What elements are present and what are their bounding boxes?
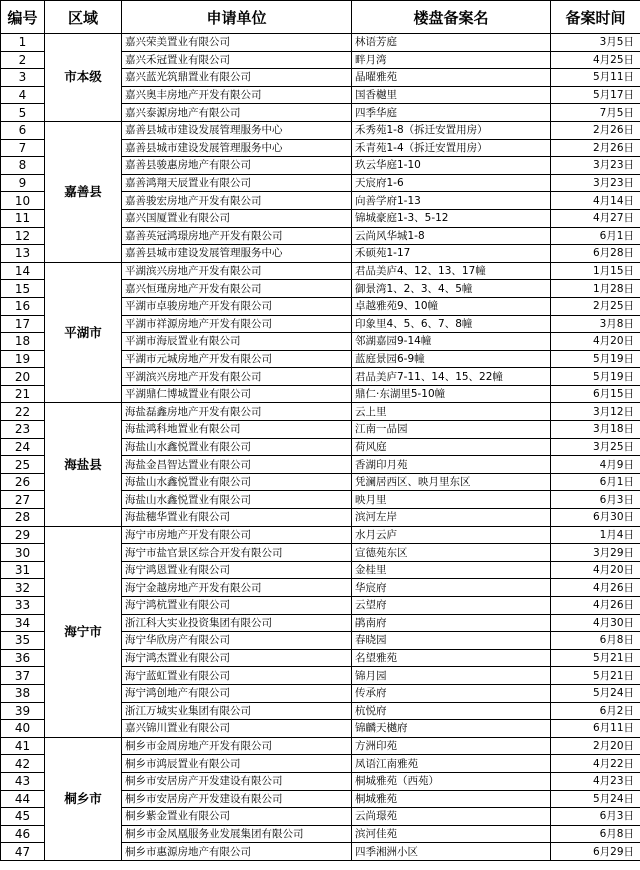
row-id-cell: 2 [1,51,45,69]
date-cell: 4月14日 [551,192,640,210]
date-cell: 4月30日 [551,614,640,632]
region-cell: 海盐县 [45,403,122,526]
project-cell: 春晓园 [352,632,551,650]
row-id-cell: 27 [1,491,45,509]
company-cell: 海宁鸿杰置业有限公司 [122,649,352,667]
date-cell: 4月22日 [551,755,640,773]
row-id-cell: 30 [1,544,45,562]
project-cell: 映月里 [352,491,551,509]
date-cell: 5月24日 [551,790,640,808]
table-body [1,34,640,861]
date-cell: 5月24日 [551,684,640,702]
date-cell: 3月8日 [551,315,640,333]
date-cell: 6月28日 [551,245,640,263]
project-cell: 荷风庭 [352,438,551,456]
row-id-cell: 43 [1,772,45,790]
header-company: 申请单位 [122,1,352,34]
company-cell: 平湖滨兴房地产开发有限公司 [122,262,352,280]
project-cell: 禾秀苑1-8（拆迁安置用房） [352,121,551,139]
region-cell: 市本级 [45,34,122,122]
row-id-cell: 24 [1,438,45,456]
row-id-cell: 10 [1,192,45,210]
project-cell: 香湖印月苑 [352,456,551,474]
row-id-cell: 11 [1,209,45,227]
date-cell: 3月25日 [551,438,640,456]
row-id-cell: 5 [1,104,45,122]
row-id-cell: 19 [1,350,45,368]
company-cell: 海盐金昌智达置业有限公司 [122,456,352,474]
project-cell: 鼎仁·东湖里5-10幢 [352,385,551,403]
date-cell: 5月21日 [551,649,640,667]
project-cell: 锦麟天樾府 [352,720,551,738]
date-cell: 3月18日 [551,421,640,439]
date-cell: 5月17日 [551,86,640,104]
project-cell: 四季华庭 [352,104,551,122]
header-project: 楼盘备案名 [352,1,551,34]
row-id-cell: 16 [1,297,45,315]
region-cell: 平湖市 [45,262,122,403]
company-cell: 桐乡紫金置业有限公司 [122,808,352,826]
project-cell: 华宸府 [352,579,551,597]
company-cell: 嘉善县城市建设发展管理服务中心 [122,139,352,157]
company-cell: 浙江万城实业集团有限公司 [122,702,352,720]
company-cell: 平湖市卓骏房地产开发有限公司 [122,297,352,315]
date-cell: 2月20日 [551,737,640,755]
company-cell: 平湖市海辰置业有限公司 [122,333,352,351]
project-cell: 畔月湾 [352,51,551,69]
date-cell: 6月1日 [551,473,640,491]
row-id-cell: 13 [1,245,45,263]
date-cell: 1月28日 [551,280,640,298]
row-id-cell: 40 [1,720,45,738]
project-cell: 滨河佳苑 [352,825,551,843]
date-cell: 5月11日 [551,69,640,87]
company-cell: 平湖市元城房地产开发有限公司 [122,350,352,368]
row-id-cell: 39 [1,702,45,720]
row-id-cell: 14 [1,262,45,280]
date-cell: 4月27日 [551,209,640,227]
company-cell: 桐乡市金周房地产开发有限公司 [122,737,352,755]
row-id-cell: 34 [1,614,45,632]
date-cell: 6月11日 [551,720,640,738]
row-id-cell: 26 [1,473,45,491]
row-id-cell: 38 [1,684,45,702]
header-id: 编号 [1,1,45,34]
row-id-cell: 15 [1,280,45,298]
company-cell: 海宁蓝虹置业有限公司 [122,667,352,685]
project-cell: 晶曜雅苑 [352,69,551,87]
project-cell: 蓝庭景园6-9幢 [352,350,551,368]
project-cell: 国香樾里 [352,86,551,104]
row-id-cell: 12 [1,227,45,245]
company-cell: 嘉兴泰源房地产有限公司 [122,104,352,122]
company-cell: 海宁鸿恩置业有限公司 [122,561,352,579]
project-cell: 滨河左岸 [352,509,551,527]
date-cell: 3月29日 [551,544,640,562]
company-cell: 嘉善县城市建设发展管理服务中心 [122,245,352,263]
company-cell: 海宁市盐官景区综合开发有限公司 [122,544,352,562]
company-cell: 桐乡市鸿辰置业有限公司 [122,755,352,773]
row-id-cell: 21 [1,385,45,403]
project-cell: 玖云华庭1-10 [352,157,551,175]
company-cell: 桐乡市惠源房地产有限公司 [122,843,352,861]
project-cell: 金桂里 [352,561,551,579]
date-cell: 2月26日 [551,139,640,157]
date-cell: 3月12日 [551,403,640,421]
row-id-cell: 1 [1,34,45,52]
project-cell: 君品美庐4、12、13、17幢 [352,262,551,280]
date-cell: 6月8日 [551,825,640,843]
project-cell: 印象里4、5、6、7、8幢 [352,315,551,333]
project-cell: 桐城雅苑 [352,790,551,808]
company-cell: 嘉兴奥丰房地产开发有限公司 [122,86,352,104]
company-cell: 嘉善县城市建设发展管理服务中心 [122,121,352,139]
date-cell: 6月1日 [551,227,640,245]
company-cell: 嘉善鸿翔天辰置业有限公司 [122,174,352,192]
date-cell: 6月15日 [551,385,640,403]
company-cell: 嘉兴禾冠置业有限公司 [122,51,352,69]
project-cell: 方洲印苑 [352,737,551,755]
date-cell: 6月3日 [551,491,640,509]
row-id-cell: 3 [1,69,45,87]
company-cell: 嘉兴锦川置业有限公司 [122,720,352,738]
company-cell: 海宁鸿创地产有限公司 [122,684,352,702]
date-cell: 6月29日 [551,843,640,861]
project-cell: 名望雅苑 [352,649,551,667]
company-cell: 桐乡市安居房产开发建设有限公司 [122,772,352,790]
company-cell: 海盐山水鑫悦置业有限公司 [122,438,352,456]
row-id-cell: 7 [1,139,45,157]
row-id-cell: 22 [1,403,45,421]
header-row [1,1,640,34]
project-cell: 禾硕苑1-17 [352,245,551,263]
project-cell: 云尚风华城1-8 [352,227,551,245]
date-cell: 3月23日 [551,174,640,192]
project-cell: 禾青苑1-4（拆迁安置用房） [352,139,551,157]
project-cell: 凤语江南雅苑 [352,755,551,773]
company-cell: 海宁金越房地产开发有限公司 [122,579,352,597]
header-region: 区域 [45,1,122,34]
project-cell: 凭澜居西区、映月里东区 [352,473,551,491]
date-cell: 4月26日 [551,597,640,615]
date-cell: 6月30日 [551,509,640,527]
row-id-cell: 6 [1,121,45,139]
table-header [1,1,640,34]
row-id-cell: 23 [1,421,45,439]
company-cell: 海盐山水鑫悦置业有限公司 [122,491,352,509]
project-cell: 云上里 [352,403,551,421]
row-id-cell: 9 [1,174,45,192]
company-cell: 嘉兴蓝光筑鼎置业有限公司 [122,69,352,87]
row-id-cell: 41 [1,737,45,755]
table-row [1,737,640,755]
row-id-cell: 37 [1,667,45,685]
company-cell: 平湖鼎仁博城置业有限公司 [122,385,352,403]
date-cell: 2月26日 [551,121,640,139]
row-id-cell: 35 [1,632,45,650]
region-cell: 桐乡市 [45,737,122,860]
row-id-cell: 31 [1,561,45,579]
row-id-cell: 36 [1,649,45,667]
date-cell: 6月3日 [551,808,640,826]
row-id-cell: 33 [1,597,45,615]
row-id-cell: 8 [1,157,45,175]
project-cell: 云尚璟苑 [352,808,551,826]
row-id-cell: 46 [1,825,45,843]
region-cell: 嘉善县 [45,121,122,262]
company-cell: 海宁鸿杭置业有限公司 [122,597,352,615]
date-cell: 5月21日 [551,667,640,685]
company-cell: 嘉善县骏惠房地产有限公司 [122,157,352,175]
company-cell: 嘉兴恒瑾房地产开发有限公司 [122,280,352,298]
region-cell: 海宁市 [45,526,122,737]
row-id-cell: 28 [1,509,45,527]
date-cell: 1月4日 [551,526,640,544]
date-cell: 6月8日 [551,632,640,650]
table-row [1,121,640,139]
company-cell: 桐乡市安居房产开发建设有限公司 [122,790,352,808]
project-cell: 林语芳庭 [352,34,551,52]
company-cell: 海盐磊鑫房地产开发有限公司 [122,403,352,421]
row-id-cell: 45 [1,808,45,826]
company-cell: 海盐鸿科地置业有限公司 [122,421,352,439]
project-cell: 江南一品园 [352,421,551,439]
date-cell: 4月20日 [551,561,640,579]
project-cell: 杭悦府 [352,702,551,720]
company-cell: 嘉兴荣美置业有限公司 [122,34,352,52]
row-id-cell: 32 [1,579,45,597]
company-cell: 桐乡市金凤凰服务业发展集团有限公司 [122,825,352,843]
date-cell: 4月26日 [551,579,640,597]
date-cell: 2月25日 [551,297,640,315]
date-cell: 3月5日 [551,34,640,52]
company-cell: 嘉善骏宏房地产开发有限公司 [122,192,352,210]
project-cell: 锦城豪庭1-3、5-12 [352,209,551,227]
table-row [1,262,640,280]
project-cell: 四季湘洲小区 [352,843,551,861]
row-id-cell: 4 [1,86,45,104]
date-cell: 4月20日 [551,333,640,351]
company-cell: 浙江科大实业投资集团有限公司 [122,614,352,632]
company-cell: 嘉善英冠鸿璟房地产开发有限公司 [122,227,352,245]
project-cell: 向善学府1-13 [352,192,551,210]
row-id-cell: 29 [1,526,45,544]
company-cell: 海宁华欣房产有限公司 [122,632,352,650]
date-cell: 3月23日 [551,157,640,175]
date-cell: 7月5日 [551,104,640,122]
row-id-cell: 44 [1,790,45,808]
header-date: 备案时间 [551,1,640,34]
company-cell: 海盐穗华置业有限公司 [122,509,352,527]
date-cell: 6月2日 [551,702,640,720]
date-cell: 4月23日 [551,772,640,790]
project-cell: 云望府 [352,597,551,615]
date-cell: 5月19日 [551,350,640,368]
date-cell: 5月19日 [551,368,640,386]
date-cell: 1月15日 [551,262,640,280]
table-row [1,403,640,421]
project-cell: 鹃南府 [352,614,551,632]
project-cell: 宣德苑东区 [352,544,551,562]
company-cell: 海盐山水鑫悦置业有限公司 [122,473,352,491]
row-id-cell: 25 [1,456,45,474]
row-id-cell: 42 [1,755,45,773]
date-cell: 4月9日 [551,456,640,474]
date-cell: 4月25日 [551,51,640,69]
project-cell: 锦月园 [352,667,551,685]
project-cell: 天宸府1-6 [352,174,551,192]
company-cell: 平湖市祥源房地产开发有限公司 [122,315,352,333]
table-row [1,34,640,52]
project-cell: 邻湖嘉园9-14幢 [352,333,551,351]
company-cell: 海宁市房地产开发有限公司 [122,526,352,544]
project-cell: 卓越雅苑9、10幢 [352,297,551,315]
project-cell: 传承府 [352,684,551,702]
project-cell: 桐城雅苑（西苑） [352,772,551,790]
table-row [1,526,640,544]
project-cell: 御景湾1、2、3、4、5幢 [352,280,551,298]
project-cell: 水月云庐 [352,526,551,544]
row-id-cell: 20 [1,368,45,386]
company-cell: 嘉兴国厦置业有限公司 [122,209,352,227]
row-id-cell: 47 [1,843,45,861]
row-id-cell: 17 [1,315,45,333]
project-cell: 君品美庐7-11、14、15、22幢 [352,368,551,386]
company-cell: 平湖滨兴房地产开发有限公司 [122,368,352,386]
row-id-cell: 18 [1,333,45,351]
